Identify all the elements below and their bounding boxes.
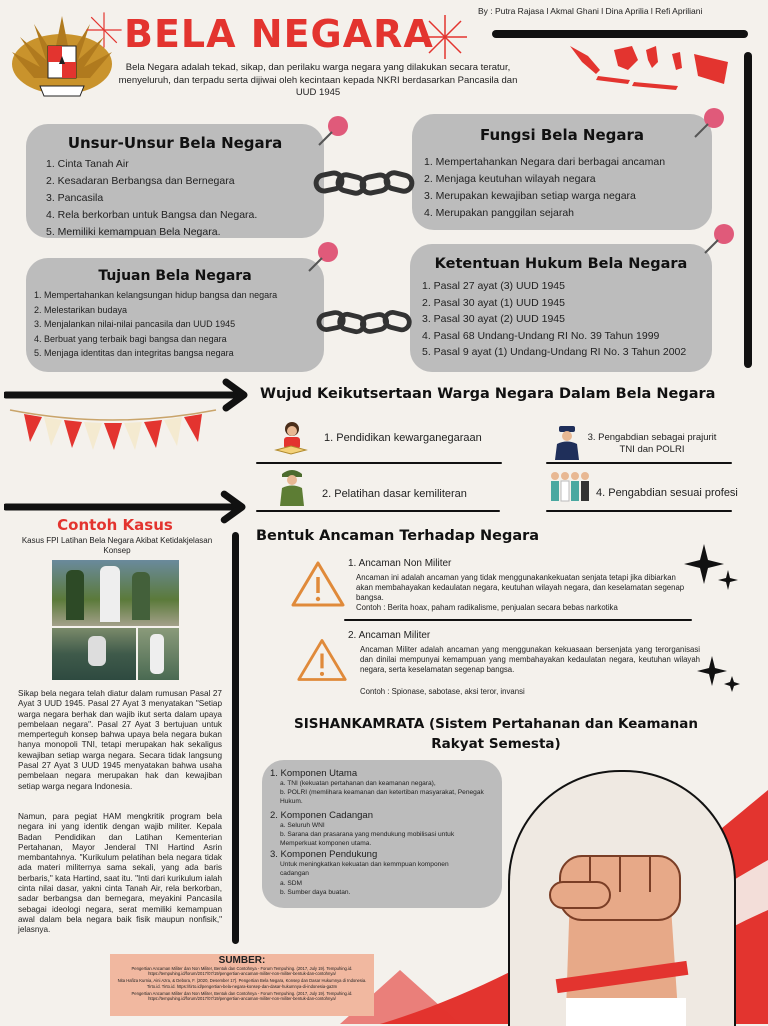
pushpin-icon (316, 114, 350, 148)
komponen-utama: 1. Komponen Utama (270, 768, 358, 779)
divider (492, 30, 748, 38)
list-item: 2. Kesadaran Berbangsa dan Bernegara (46, 175, 235, 187)
ketentuan-list (422, 278, 686, 361)
news-photo-water (52, 628, 136, 680)
sumber-box (110, 954, 374, 1016)
fungsi-list (424, 154, 665, 222)
divider (546, 510, 732, 512)
soldier-icon (274, 466, 310, 508)
ancaman-nonmiliter-example: Contoh : Berita hoax, paham radikalisme, penjualan secara bebas narkotika (356, 603, 618, 612)
list-item: 2. Melestarikan budaya (34, 304, 128, 315)
warning-icon (296, 636, 348, 684)
firework-icon (84, 10, 124, 50)
tujuan-list (34, 288, 277, 361)
pushpin-icon (306, 240, 340, 274)
tujuan-card (26, 258, 324, 372)
divider (256, 510, 500, 512)
list-item: 2. Menjaga keutuhan wilayah negara (424, 173, 596, 185)
sumber-title: SUMBER: (218, 955, 266, 966)
ancaman-nonmiliter-text: Ancaman ini adalah ancaman yang tidak menggunakankekuatan senjata tetapi jika dibiarkan akan membahayakan kedaulatan negara, keutuhan wilayah negara, dan keselamatan segenap bangsa. (356, 573, 685, 602)
fungsi-card (412, 114, 712, 230)
bunting-decoration (8, 402, 218, 460)
ancaman-nonmiliter-title: 1. Ancaman Non Militer (348, 558, 452, 569)
unsur-title: Unsur-Unsur Bela Negara (67, 134, 283, 152)
ancaman-title: Bentuk Ancaman Terhadap Negara (256, 528, 540, 544)
divider (344, 619, 692, 621)
divider (232, 532, 239, 944)
kasus-paragraph: Namun, para pegiat HAM mengkritik program bela negara ini yang identik dengan wajib militer. Kepala Badan Pendidikan dan Latihan Kementerian Pertahanan, Mayor Jenderal TNI Hartind Asrin membantahnya. "Kurikulum pelatihan bela negara tidak ada materi militernya sama sekali, yang ada baris berbaris," kata Hartind, saat itu. "Inti dari kurikulum ialah cinta nilai dasar, yakni cinta Tanah Air, rela berkorban, sadar berbangsa dan bernegara, meyakini Pancasila sebagai ideologi negara, serat memiliki kemampuan awal dalam bela negara baik fisik maupun nonfisik," jelasnya. (18, 812, 222, 935)
list-item: 4. Rela berkorban untuk Bangsa dan Negara. (46, 209, 258, 221)
wujud-item: 1. Pendidikan kewarganegaraan (324, 432, 482, 444)
komponen-pendukung: 3. Komponen Pendukung (270, 849, 378, 860)
komponen-item: a. Seluruh WNI (280, 822, 325, 829)
chain-icon (312, 166, 420, 202)
komponen-item: b. POLRI (memlihara keamanan dan ketertiban masyarakat, Penegak Hukum. (280, 789, 484, 805)
wujud-title: Wujud Keikutsertaan Warga Negara Dalam Bela Negara (260, 386, 716, 402)
kasus-paragraph: Sikap bela negara telah diatur dalam rumusan Pasal 27 Ayat 3 UUD 1945. Pasal 27 Ayat 3 menyatakan "Setiap warga negara berhak dan wajib ikut serta dalam upaya pembelaan negara". Pasal 27 Ayat 3 bertujuan untuk memperteguh konsep bahwa upaya bela negara bukan hanya monopoli TNI, tetapi merupakan hak sekaligus kewajiban setiap warga negara. Secara tidak langsung Pasal 27 Ayat 3 UUD 1945 menyatakan bahwa usaha pembelaan negara merupakan hak dan kewajiban setiap warga negara Indonesia. (18, 689, 222, 791)
pushpin-icon (692, 106, 726, 140)
list-item: 3. Menjalankan nilai-nilai pancasila dan UUD 1945 (34, 319, 236, 329)
wujud-item: 2. Pelatihan dasar kemiliteran (322, 488, 467, 500)
professionals-icon (548, 468, 592, 504)
kasus-title: Contoh Kasus (57, 516, 173, 534)
tujuan-title: Tujuan Bela Negara (98, 268, 252, 284)
sparkle-icon (696, 654, 742, 694)
komponen-item: a. TNI (kekuatan pertahanan dan keamanan negara), (280, 780, 436, 787)
list-item: 1. Mempertahankan kelangsungan hidup bangsa dan negara (34, 290, 278, 300)
ancaman-militer-title: 2. Ancaman Militer (348, 630, 431, 641)
pushpin-icon (702, 222, 736, 256)
sishankamrata-title: SISHANKAMRATA (Sistem Pertahanan dan Keamanan Rakyat Semesta) (294, 716, 698, 752)
list-item: 1. Mempertahankan Negara dari berbagai ancaman (424, 156, 666, 168)
divider (744, 52, 752, 368)
list-item: 1. Cinta Tanah Air (46, 158, 129, 170)
ancaman-militer-example: Contoh : Spionase, sabotase, aksi teror, invansi (360, 687, 525, 696)
komponen-item: b. Sarana dan prasarana yang mendukung mobilisasi untuk Memperkuat komponen utama. (280, 831, 455, 847)
divider (256, 462, 502, 464)
page-title: BELA NEGARA (124, 12, 434, 56)
wujud-item: 3. Pengabdian sebagai prajurit TNI dan POLRI (587, 432, 717, 455)
authors: By : Putra Rajasa l Akmal Ghani l Dina Aprilia l Refi Apriliani (478, 6, 703, 16)
chain-icon (314, 306, 418, 340)
unsur-list (46, 156, 257, 241)
intro-text: Bela Negara adalah tekad, sikap, dan perilaku warga negara yang dilakukan secara teratur, menyeluruh, dan terpadu serta dijiwai oleh kecintaan kepada NKRI berdasarkan Pancasila dan UUD 1945 (118, 62, 518, 98)
unsur-card (26, 124, 324, 238)
sumber-ref: Pengertian Ancaman Militer dan Non Militer, Bentuk dan Contohnya - Forum Tempuhing. (2017, July 19). Tempuhing.id. https://tempuhing.id/forum/2017/07/19/pengertian-ancaman-militer-non-militer-bentuk-dan-contohnya/ (131, 990, 353, 1002)
list-item: 5. Menjaga identitas dan integritas bangsa negara (34, 348, 234, 358)
divider (546, 462, 732, 464)
komponen-cadangan: 2. Komponen Cadangan (270, 810, 373, 821)
firework-icon (420, 12, 470, 62)
indonesia-map-icon (568, 40, 732, 92)
raised-fist-icon (510, 772, 734, 1026)
fist-illustration (508, 770, 736, 1026)
ancaman-militer-text: Ancaman Militer adalah ancaman yang menggunakan kekuasaan bersenjata yang terorganisasi dan dinilai mempunyai kemampuan yang membahayakan kedaulatan negara, keutuhan wilayah negara, serta keselamatan segenap bangsa. (360, 645, 700, 674)
fungsi-title: Fungsi Bela Negara (479, 126, 645, 144)
list-item: 2. Pasal 30 ayat (1) UUD 1945 (422, 296, 565, 309)
news-photo-water (138, 628, 179, 680)
wujud-item: 4. Pengabdian sesuai profesi (596, 487, 738, 499)
sumber-ref: Nita Hafiza Kurnia, Aini Azra, & Debora, F. (2020, Desember 17). Pengertian Bela Negara, Konsep dan Dasar Hukumnya di Indonesia. Tirto.id. Tirto.id. https://tirto.id/pengertian-bela-negara-konsep-dan-dasar-hukumnya-di-indonesia-ga3m (117, 978, 367, 989)
komponen-item: Untuk meningkatkan kekuatan dan kemmpuan komponen cadangan (280, 861, 449, 877)
sumber-ref: Pengertian Ancaman Militer dan Non Militer, Bentuk dan Contohnya - Forum Tempuhing. (2017, July 19). Tempuhing.id. https://tempuhing.id/forum/2017/07/19/pengertian-ancaman-militer-non-militer-bentuk-dan-contohnya/ (131, 966, 353, 977)
ketentuan-card (410, 244, 712, 372)
student-reading-icon (272, 420, 310, 456)
list-item: 4. Pasal 68 Undang-Undang RI No. 39 Tahun 1999 (422, 329, 660, 342)
list-item: 4. Merupakan panggilan sejarah (424, 207, 575, 219)
list-item: 1. Pasal 27 ayat (3) UUD 1945 (422, 280, 565, 292)
list-item: 5. Pasal 9 ayat (1) Undang-Undang RI No. 3 Tahun 2002 (422, 346, 687, 358)
list-item: 5. Memiliki kemampuan Bela Negara. (46, 226, 221, 238)
warning-icon (290, 560, 346, 608)
sparkle-icon (682, 540, 740, 596)
sishankamrata-card (262, 760, 502, 908)
news-photo-training (52, 560, 179, 626)
kasus-subtitle: Kasus FPI Latihan Bela Negara Akibat Ketidakjelasan Konsep (21, 536, 213, 555)
list-item: 3. Pasal 30 ayat (2) UUD 1945 (422, 313, 565, 325)
list-item: 3. Pancasila (46, 192, 104, 204)
list-item: 4. Berbuat yang terbaik bagi bangsa dan negara (34, 333, 227, 344)
komponen-item: b. Sumber daya buatan. (280, 889, 351, 896)
ketentuan-title: Ketentuan Hukum Bela Negara (434, 256, 688, 272)
komponen-item: a. SDM (280, 880, 302, 887)
police-officer-icon (550, 424, 584, 462)
list-item: 3. Merupakan kewajiban setiap warga negara (424, 190, 636, 202)
